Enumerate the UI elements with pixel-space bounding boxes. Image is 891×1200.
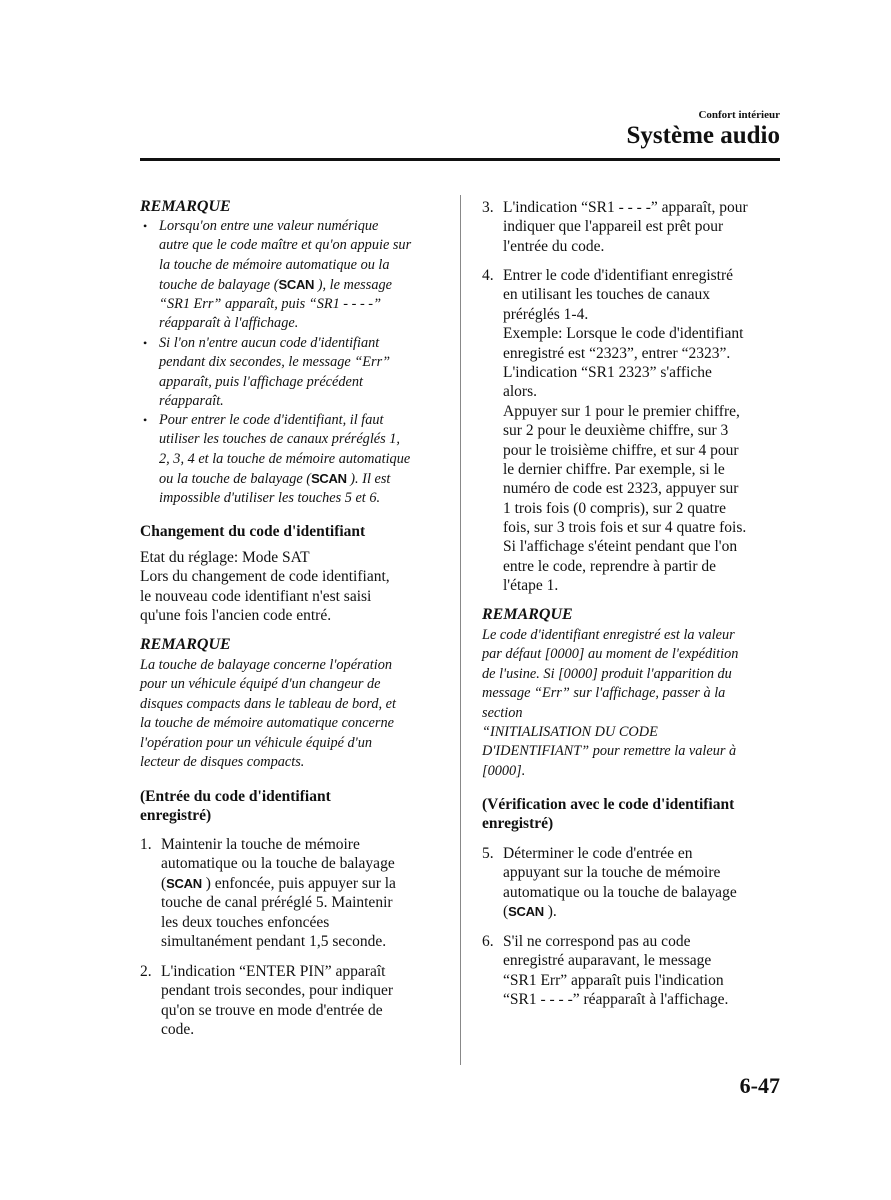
text-line: REMARQUE <box>482 606 573 623</box>
text-segment: ( <box>503 903 509 921</box>
text-line: Pour entrer le code d'identifiant, il faut <box>159 412 384 428</box>
step-number: 2. <box>140 963 152 980</box>
text-line: indiquer que l'appareil est prêt pour <box>503 218 724 236</box>
text-line: appuyant sur la touche de mémoire <box>503 864 721 882</box>
section-heading <box>140 787 331 826</box>
numbered-step <box>140 835 396 951</box>
text-line: sur 2 pour le deuxième chiffre, sur 3 <box>503 422 729 440</box>
numbered-step <box>482 844 737 922</box>
text-line: L'indication “SR1 2323” s'affiche <box>503 363 712 381</box>
text-line: Changement du code d'identifiant <box>140 523 366 540</box>
numbered-step <box>140 962 394 1040</box>
text-line: L'indication “ENTER PIN” apparaît <box>161 963 386 980</box>
section-heading <box>482 795 734 834</box>
text-line: la touche de mémoire automatique concerne <box>140 715 394 732</box>
text-line: l'opération pour un véhicule équipé d'un <box>140 734 373 751</box>
section-heading <box>140 522 365 541</box>
text-line: pour le troisième chiffre, et sur 4 pour <box>503 441 739 459</box>
numbered-step <box>482 198 748 256</box>
step-number: 5. <box>482 845 494 862</box>
text-line: (Vérification avec le code d'identifiant <box>482 796 735 813</box>
text-line: apparaît, puis l'affichage précédent <box>159 373 363 390</box>
text-line: entre le code, reprendre à partir de <box>503 557 716 575</box>
text-line: automatique ou la touche de balayage <box>161 855 395 873</box>
text-line: Maintenir la touche de mémoire <box>161 836 360 853</box>
scan-button-symbol: SCAN <box>166 875 202 891</box>
scan-button-symbol: SCAN <box>508 904 544 920</box>
text-line: réapparaît. <box>159 393 224 410</box>
header-rule <box>140 158 780 161</box>
note-heading <box>140 197 231 216</box>
text-line: réapparaît à l'affichage. <box>159 314 299 331</box>
text-line: Si l'affichage s'éteint pendant que l'on <box>503 538 738 556</box>
text-line: Lors du changement de code identifiant, <box>140 568 390 586</box>
text-line: simultanément pendant 1,5 seconde. <box>161 932 387 950</box>
text-line: alors. <box>503 383 538 401</box>
text-line: “INITIALISATION DU CODE <box>482 723 658 740</box>
note-heading <box>140 635 231 654</box>
scan-button-symbol: SCAN <box>278 277 315 293</box>
step-number: 3. <box>482 199 494 216</box>
paragraph <box>140 548 390 626</box>
text-line: de l'usine. Si [0000] produit l'apparition du <box>482 665 732 682</box>
text-line: pendant trois secondes, pour indiquer <box>161 982 394 1000</box>
step-number: 4. <box>482 267 494 284</box>
numbered-step <box>482 266 747 596</box>
text-segment: ) enfoncée, puis appuyer sur la <box>201 874 396 892</box>
text-line: “SR1 - - - -” réapparaît à l'affichage. <box>503 991 729 1009</box>
text-line: Exemple: Lorsque le code d'identifiant <box>503 325 744 343</box>
page-title: Système audio <box>626 122 780 149</box>
column-divider <box>460 195 461 1065</box>
text-line: pour un véhicule équipé d'un changeur de <box>140 676 381 693</box>
step-number: 6. <box>482 933 494 950</box>
text-segment: ), le message <box>314 277 392 294</box>
text-line: Appuyer sur 1 pour le premier chiffre, <box>503 402 740 420</box>
text-line: par défaut [0000] au moment de l'expédition <box>482 646 739 663</box>
text-segment: ( <box>161 874 167 892</box>
text-line: Si l'on n'entre aucun code d'identifiant <box>159 335 380 351</box>
text-line: 2, 3, 4 et la touche de mémoire automatique <box>159 450 411 467</box>
text-line: l'entrée du code. <box>503 237 605 255</box>
text-line <box>159 469 410 488</box>
text-line: numéro de code est 2323, appuyer sur <box>503 480 739 498</box>
text-line: enregistré est “2323”, entrer “2323”. <box>503 344 731 362</box>
text-line: Entrer le code d'identifiant enregistré <box>503 267 734 284</box>
note-text <box>482 626 738 781</box>
note-text <box>140 656 396 772</box>
text-line: en utilisant les touches de canaux <box>503 286 711 304</box>
text-line: section <box>482 704 523 721</box>
text-line: pendant dix secondes, le message “Err” <box>159 354 391 371</box>
numbered-step <box>482 932 729 1010</box>
text-line: Lorsqu'on entre une valeur numérique <box>159 218 379 234</box>
text-line: code. <box>161 1021 195 1039</box>
text-line: La touche de balayage concerne l'opération <box>140 657 392 673</box>
text-line: les deux touches enfoncées <box>161 913 330 931</box>
text-segment: ). <box>543 903 557 921</box>
page-number: 6-47 <box>739 1073 780 1098</box>
text-line: enregistré auparavant, le message <box>503 952 712 970</box>
text-line: disques compacts dans le tableau de bord, et <box>140 695 396 712</box>
text-line: REMARQUE <box>140 636 231 653</box>
step-number: 1. <box>140 836 152 853</box>
text-line <box>503 902 737 921</box>
text-line: L'indication “SR1 - - - -” apparaît, pour <box>503 199 748 216</box>
bullet-icon: • <box>143 219 148 233</box>
text-segment: ou la touche de balayage ( <box>159 471 312 488</box>
text-line: (Entrée du code d'identifiant <box>140 788 331 805</box>
text-segment: touche de balayage ( <box>159 277 279 294</box>
text-line: S'il ne correspond pas au code <box>503 933 691 950</box>
note-text <box>143 217 412 333</box>
section-label: Confort intérieur <box>698 109 780 121</box>
text-line <box>161 874 396 893</box>
text-line: Déterminer le code d'entrée en <box>503 845 693 862</box>
text-line: enregistré) <box>482 815 554 833</box>
text-segment: ). Il est <box>346 471 391 488</box>
text-line: impossible d'utiliser les touches 5 et 6. <box>159 489 381 506</box>
text-line: lecteur de disques compacts. <box>140 753 305 770</box>
note-text <box>143 411 411 508</box>
text-line: 1 trois fois (0 compris), sur 2 quatre <box>503 499 726 517</box>
text-line: fois, sur 3 trois fois et sur 4 quatre fois. <box>503 519 747 537</box>
text-line: D'IDENTIFIANT” pour remettre la valeur à <box>482 743 737 760</box>
text-line: “SR1 Err” apparaît puis l'indication <box>503 971 724 989</box>
text-line: REMARQUE <box>140 198 231 215</box>
text-line: le nouveau code identifiant n'est saisi <box>140 587 372 605</box>
text-line: “SR1 Err” apparaît, puis “SR1 - - - -” <box>159 295 382 312</box>
text-line: qu'on se trouve en mode d'entrée de <box>161 1001 383 1019</box>
bullet-icon: • <box>143 336 148 350</box>
text-line: automatique ou la touche de balayage <box>503 883 737 901</box>
text-line: [0000]. <box>482 762 526 779</box>
bullet-icon: • <box>143 413 148 427</box>
text-line: l'étape 1. <box>503 577 559 595</box>
text-line: message “Err” sur l'affichage, passer à la <box>482 685 726 702</box>
text-line: Le code d'identifiant enregistré est la valeur <box>482 627 735 643</box>
text-line: la touche de mémoire automatique ou la <box>159 256 390 273</box>
text-line: qu'une fois l'ancien code entré. <box>140 607 332 625</box>
text-line: préréglés 1-4. <box>503 305 589 323</box>
note-heading <box>482 605 573 624</box>
text-line: utiliser les touches de canaux préréglés 1, <box>159 431 401 448</box>
scan-button-symbol: SCAN <box>311 471 347 487</box>
text-line: enregistré) <box>140 807 212 825</box>
text-line: touche de canal préréglé 5. Maintenir <box>161 894 393 912</box>
text-line: Etat du réglage: Mode SAT <box>140 549 310 566</box>
note-text <box>143 334 391 412</box>
text-line: le dernier chiffre. Par exemple, si le <box>503 460 725 478</box>
text-line <box>159 275 411 294</box>
text-line: autre que le code maître et qu'on appuie sur <box>159 237 412 254</box>
